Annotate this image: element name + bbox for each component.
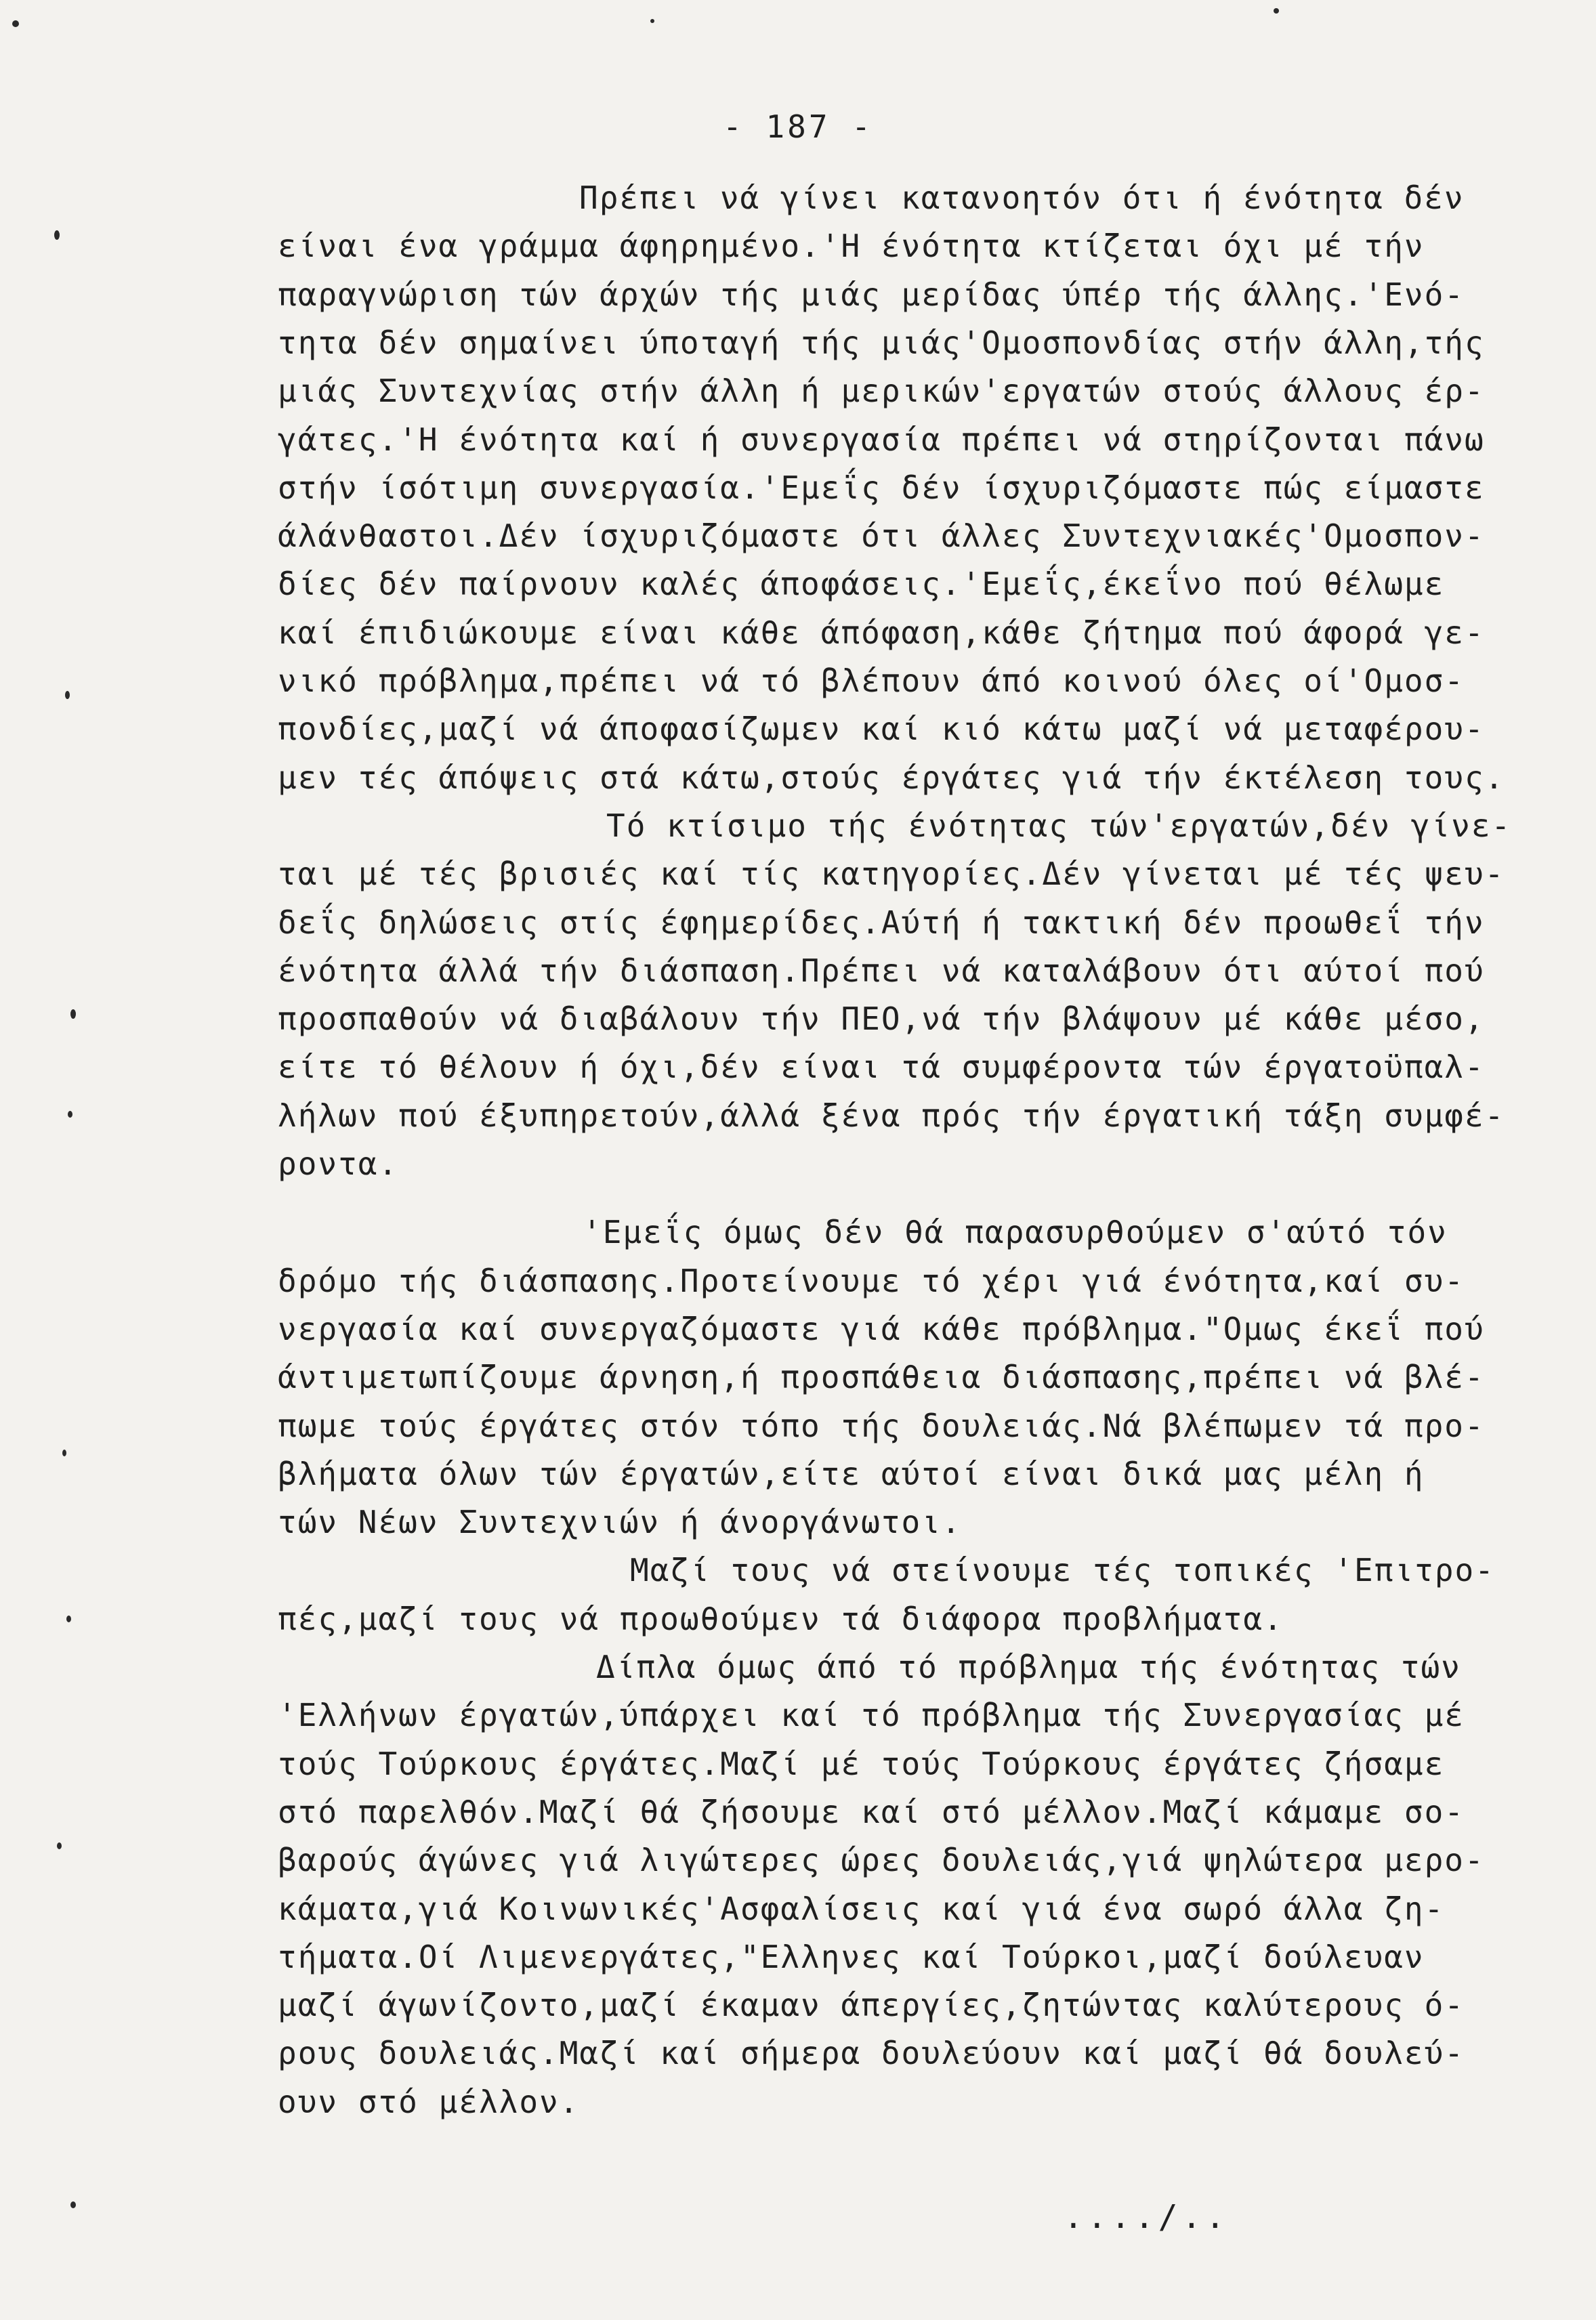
text-line: προσπαθούν νά διαβάλουν τήν ΠΕΟ,νά τήν βλάψουν μέ κάθε μέσο, — [278, 1000, 1485, 1038]
text-line: καί έπιδιώκουμε είναι κάθε άπόφαση,κάθε ζήτημα πού άφορά γε- — [278, 614, 1485, 651]
text-line: Μαζί τους νά στείνουμε τές τοπικές 'Επιτρο- — [630, 1552, 1495, 1589]
text-line: πονδίες,μαζί νά άποφασίζωμεν καί κιό κάτω μαζί νά μεταφέρου- — [278, 711, 1485, 748]
text-line: ουν στό μέλλον. — [278, 2083, 580, 2120]
text-line: μαζί άγωνίζοντο,μαζί έκαμαν άπεργίες,ζητώντας καλύτερους ό- — [278, 1987, 1465, 2024]
text-line: μεν τές άπόψεις στά κάτω,στούς έργάτες γιά τήν έκτέλεση τους. — [278, 759, 1505, 796]
scan-speck — [57, 1842, 62, 1849]
text-line: τήματα.Οί Λιμενεργάτες,"Ελληνες καί Τούρκοι,μαζί δούλευαν — [278, 1938, 1425, 1975]
scan-speck — [65, 691, 70, 699]
text-line: ροντα. — [278, 1145, 399, 1182]
text-line: άντιμετωπίζουμε άρνηση,ή προσπάθεια διάσπασης,πρέπει νά βλέ- — [278, 1359, 1485, 1396]
text-line: κάματα,γιά Κοινωνικές'Ασφαλίσεις καί γιά ένα σωρό άλλα ζη- — [278, 1890, 1445, 1927]
page-number: - 187 - — [723, 108, 873, 145]
scan-speck — [54, 230, 60, 240]
text-line: βλήματα όλων τών έργατών,είτε αύτοί είναι δικά μας μέλη ή — [278, 1455, 1425, 1492]
scan-speck — [62, 1450, 66, 1456]
scan-speck — [66, 1616, 71, 1622]
text-line: παραγνώριση τών άρχών τής μιάς μερίδας ύπέρ τής άλλης.'Ενό- — [278, 276, 1465, 313]
text-line: είτε τό θέλουν ή όχι,δέν είναι τά συμφέροντα τών έργατοϋπαλ- — [278, 1049, 1485, 1086]
text-line: νεργασία καί συνεργαζόμαστε γιά κάθε πρόβλημα."Ομως έκεΐ πού — [278, 1310, 1485, 1347]
scan-speck — [12, 20, 19, 27]
text-line: δρόμο τής διάσπασης.Προτείνουμε τό χέρι γιά ένότητα,καί συ- — [278, 1262, 1465, 1299]
text-line: άλάνθαστοι.Δέν ίσχυριζόμαστε ότι άλλες Συντεχνιακές'Ομοσπον- — [278, 518, 1485, 555]
text-line: γάτες.'Η ένότητα καί ή συνεργασία πρέπει νά στηρίζονται πάνω — [278, 421, 1485, 458]
text-line: στήν ίσότιμη συνεργασία.'Εμεΐς δέν ίσχυριζόμαστε πώς είμαστε — [278, 469, 1485, 506]
scan-speck — [1274, 8, 1279, 14]
text-line: Τό κτίσιμο τής ένότητας τών'εργατών,δέν γίνε- — [606, 807, 1512, 844]
scan-speck — [68, 1111, 72, 1118]
text-line: μιάς Συντεχνίας στήν άλλη ή μερικών'εργατών στούς άλλους έρ- — [278, 373, 1485, 410]
text-line: ένότητα άλλά τήν διάσπαση.Πρέπει νά καταλάβουν ότι αύτοί πού — [278, 952, 1485, 989]
text-line: δίες δέν παίρνουν καλές άποφάσεις.'Εμεΐς,έκεΐνο πού θέλωμε — [278, 566, 1445, 603]
text-line: λήλων πού έξυπηρετούν,άλλά ξένα πρός τήν έργατική τάξη συμφέ- — [278, 1097, 1505, 1134]
text-line: νικό πρόβλημα,πρέπει νά τό βλέπουν άπό κοινού όλες οί'Ομοσ- — [278, 662, 1465, 699]
text-line: στό παρελθόν.Μαζί θά ζήσουμε καί στό μέλλον.Μαζί κάμαμε σο- — [278, 1793, 1465, 1830]
continuation-mark: ..../.. — [1064, 2198, 1230, 2236]
text-line: πωμε τούς έργάτες στόν τόπο τής δουλειάς.Νά βλέπωμεν τά προ- — [278, 1407, 1485, 1444]
scan-speck — [70, 2201, 76, 2208]
text-line: 'Ελλήνων έργατών,ύπάρχει καί τό πρόβλημα τής Συνεργασίας μέ — [278, 1697, 1465, 1734]
text-line: ρους δουλειάς.Μαζί καί σήμερα δουλεύουν καί μαζί θά δουλεύ- — [278, 2035, 1465, 2072]
scan-speck — [70, 1009, 76, 1019]
text-line: βαρούς άγώνες γιά λιγώτερες ώρες δουλειάς,γιά ψηλώτερα μερο- — [278, 1842, 1485, 1879]
text-line: είναι ένα γράμμα άφηρημένο.'Η ένότητα κτίζεται όχι μέ τήν — [278, 228, 1425, 265]
scan-speck — [650, 19, 654, 23]
text-line: τούς Τούρκους έργάτες.Μαζί μέ τούς Τούρκους έργάτες ζήσαμε — [278, 1745, 1445, 1782]
text-line: τών Νέων Συντεχνιών ή άνοργάνωτοι. — [278, 1504, 962, 1541]
text-line: 'Εμεΐς όμως δέν θά παρασυρθούμεν σ'αύτό τόν — [583, 1214, 1448, 1251]
text-line: ται μέ τές βρισιές καί τίς κατηγορίες.Δέν γίνεται μέ τές ψευ- — [278, 856, 1505, 893]
text-line: Πρέπει νά γίνει κατανοητόν ότι ή ένότητα δέν — [579, 180, 1465, 216]
text-line: πές,μαζί τους νά προωθούμεν τά διάφορα προβλήματα. — [278, 1600, 1284, 1637]
text-line: τητα δέν σημαίνει ύποταγή τής μιάς'Ομοσπονδίας στήν άλλη,τής — [278, 324, 1485, 361]
text-line: Δίπλα όμως άπό τό πρόβλημα τής ένότητας τών — [596, 1649, 1461, 1685]
text-line: δεΐς δηλώσεις στίς έφημερίδες.Αύτή ή τακτική δέν προωθεΐ τήν — [278, 904, 1485, 941]
